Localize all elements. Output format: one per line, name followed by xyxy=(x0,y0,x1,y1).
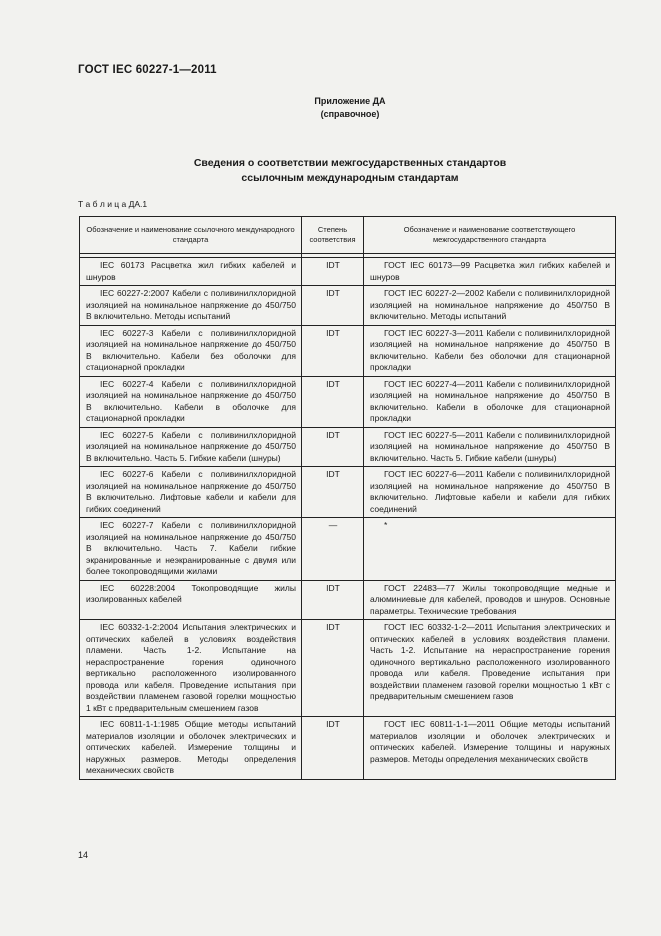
cell-conformity-degree: — xyxy=(302,518,364,581)
cell-international-standard: IEC 60227-5 Кабели с поливинилхлоридной изоляцией на номинальное напряжение до 450/750 В включительно. Часть 5. Гибкие кабели (шнуры) xyxy=(80,427,302,467)
cell-interstate-standard: ГОСТ 22483—77 Жилы токопроводящие медные и алюминиевые для кабелей, проводов и шнуров. Основные параметры. Технические требования xyxy=(364,580,616,620)
table-row xyxy=(80,620,616,717)
cell-interstate-standard: ГОСТ IEC 60227-5—2011 Кабели с поливинилхлоридной изоляцией на номинальное напряжение до 450/750 В включительно. Часть 5. Гибкие кабели (шнуры) xyxy=(364,427,616,467)
table-row xyxy=(80,580,616,620)
table-row xyxy=(80,717,616,780)
cell-international-standard: IEC 60228:2004 Токопроводящие жилы изолированных кабелей xyxy=(80,580,302,620)
annex-subtitle: (справочное) xyxy=(320,109,380,119)
cell-conformity-degree: IDT xyxy=(302,620,364,717)
annex-title: Приложение ДА xyxy=(314,96,386,106)
cell-international-standard: IEC 60332-1-2:2004 Испытания электрических и оптических кабелей в условиях воздействия пламени. Часть 1-2. Испытание на нераспространение горения одиночного вертикально расположенного изолированного провода или кабеля. Проведение испытания при воздействии пламенем газовой горелки мощностью 1 кВт с предварительным смешением газов xyxy=(80,620,302,717)
table-row xyxy=(80,286,616,326)
document-code: ГОСТ IEC 60227-1—2011 xyxy=(78,64,217,76)
cell-interstate-standard: ГОСТ IEC 60227-3—2011 Кабели с поливинилхлоридной изоляцией на номинальное напряжение до 450/750 В включительно. Кабели без оболочки для стационарной прокладки xyxy=(364,325,616,376)
cell-interstate-standard: * xyxy=(364,518,616,581)
cell-international-standard: IEC 60811-1-1:1985 Общие методы испытаний материалов изоляции и оболочек электрических и оптических кабелей. Измерение толщины и наружных размеров. Методы определения механических свойств xyxy=(80,717,302,780)
table-row xyxy=(80,325,616,376)
correspondence-table xyxy=(79,216,616,780)
cell-interstate-standard: ГОСТ IEC 60332-1-2—2011 Испытания электрических и оптических кабелей в условиях воздействия пламени. Часть 1-2. Испытание на нераспространение горения одиночного вертикально расположенного изолированного провода или кабеля. Проведение испытания при воздействии пламенем газовой горелки мощностью 1 кВт с предварительным смешением газов xyxy=(364,620,616,717)
cell-conformity-degree: IDT xyxy=(302,258,364,286)
cell-interstate-standard: ГОСТ IEC 60173—99 Расцветка жил гибких кабелей и шнуров xyxy=(364,258,616,286)
header-interstate-standard: Обозначение и наименование соответствующего межгосударственного стандарта xyxy=(364,217,616,254)
cell-conformity-degree: IDT xyxy=(302,325,364,376)
annex-block xyxy=(200,95,500,121)
cell-international-standard: IEC 60227-7 Кабели с поливинилхлоридной изоляцией на номинальное напряжение до 450/750 В включительно. Часть 7. Кабели гибкие экранированные и неэкранированные с двумя или более токопроводящими жилами xyxy=(80,518,302,581)
cell-conformity-degree: IDT xyxy=(302,427,364,467)
table-row xyxy=(80,518,616,581)
cell-interstate-standard: ГОСТ IEC 60227-4—2011 Кабели с поливинилхлоридной изоляцией на номинальное напряжение до 450/750 В включительно. Кабели в оболочке для стационарной прокладки xyxy=(364,376,616,427)
table-row xyxy=(80,467,616,518)
page-title-line-2: ссылочным международным стандартам xyxy=(241,172,459,184)
header-conformity-degree: Степень соответствия xyxy=(302,217,364,254)
cell-international-standard: IEC 60227-6 Кабели с поливинилхлоридной изоляцией на номинальное напряжение до 450/750 В включительно. Лифтовые кабели и кабели для гибких соединений xyxy=(80,467,302,518)
cell-international-standard: IEC 60227-4 Кабели с поливинилхлоридной изоляцией на номинальное напряжение до 450/750 В включительно. Кабели в оболочке для стационарной прокладки xyxy=(80,376,302,427)
cell-international-standard: IEC 60227-2:2007 Кабели с поливинилхлоридной изоляцией на номинальное напряжение до 450/750 В включительно. Методы испытаний xyxy=(80,286,302,326)
cell-conformity-degree: IDT xyxy=(302,376,364,427)
cell-interstate-standard: ГОСТ IEC 60227-2—2002 Кабели с поливинилхлоридной изоляцией на номинальное напряжение до 450/750 В включительно. Методы испытаний xyxy=(364,286,616,326)
table-row xyxy=(80,427,616,467)
cell-interstate-standard: ГОСТ IEC 60227-6—2011 Кабели с поливинилхлоридной изоляцией на номинальное напряжение до 450/750 В включительно. Лифтовые кабели и кабели для гибких соединений xyxy=(364,467,616,518)
page-title xyxy=(150,156,550,186)
cell-conformity-degree: IDT xyxy=(302,286,364,326)
table-body xyxy=(80,258,616,780)
cell-international-standard: IEC 60173 Расцветка жил гибких кабелей и шнуров xyxy=(80,258,302,286)
page-title-line-1: Сведения о соответствии межгосударственных стандартов xyxy=(193,157,507,169)
table-row xyxy=(80,376,616,427)
table-caption: Т а б л и ц а ДА.1 xyxy=(78,199,148,209)
cell-international-standard: IEC 60227-3 Кабели с поливинилхлоридной изоляцией на номинальное напряжение до 450/750 В включительно. Кабели без оболочки для стационарной прокладки xyxy=(80,325,302,376)
page-number: 14 xyxy=(78,850,89,860)
table-row xyxy=(80,258,616,286)
cell-interstate-standard: ГОСТ IEC 60811-1-1—2011 Общие методы испытаний материалов изоляции и оболочек электрических и оптических кабелей. Измерение толщины и наружных размеров. Методы определения механических свойств xyxy=(364,717,616,780)
table-header-row xyxy=(80,217,616,254)
cell-conformity-degree: IDT xyxy=(302,717,364,780)
header-international-standard: Обозначение и наименование ссылочного международного стандарта xyxy=(80,217,302,254)
cell-conformity-degree: IDT xyxy=(302,467,364,518)
cell-conformity-degree: IDT xyxy=(302,580,364,620)
